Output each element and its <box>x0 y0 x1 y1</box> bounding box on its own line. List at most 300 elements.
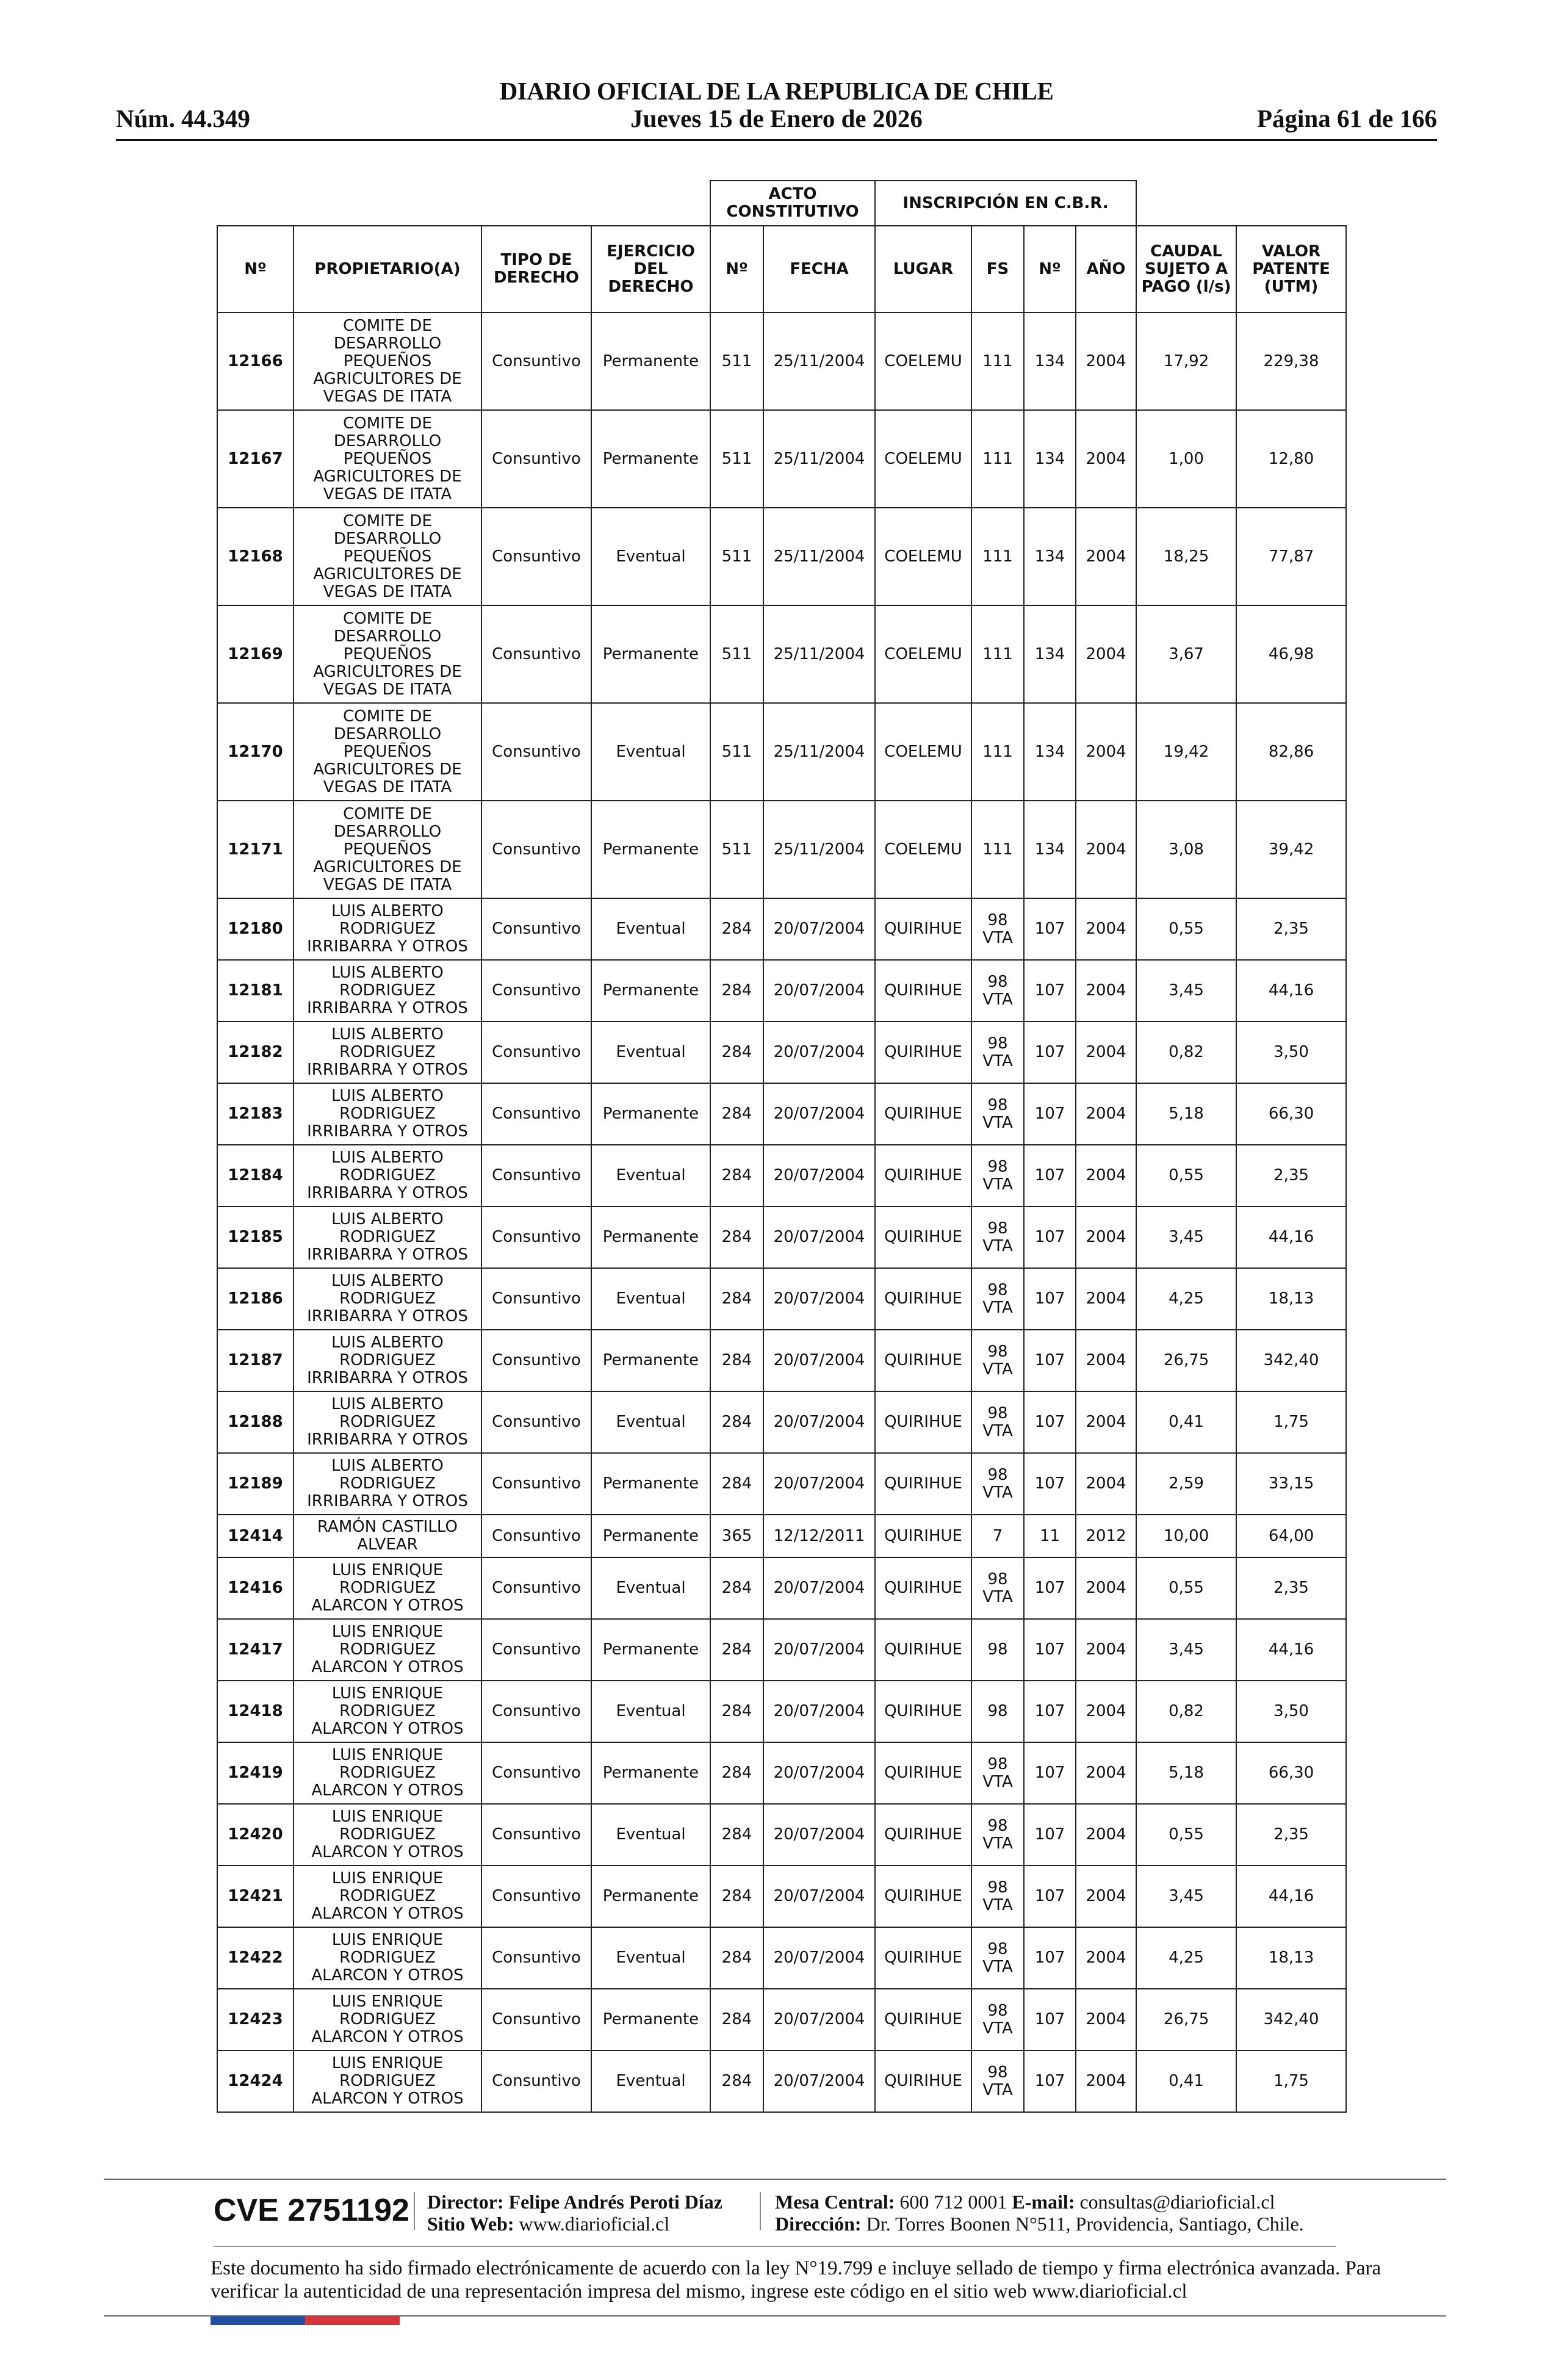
cell-fecha: 20/07/2004 <box>763 1804 875 1866</box>
cell-valor: 2,35 <box>1236 1804 1346 1866</box>
cell-fecha: 25/11/2004 <box>763 410 875 508</box>
cell-ejercicio: Eventual <box>591 1391 710 1453</box>
cell-num: 12423 <box>217 1989 294 2050</box>
cell-ejercicio: Permanente <box>591 1206 710 1268</box>
header-rule <box>116 139 1437 141</box>
cell-caudal: 26,75 <box>1136 1989 1236 2050</box>
cell-tipo: Consuntivo <box>481 960 591 1022</box>
cell-lugar: COELEMU <box>875 801 971 898</box>
cell-ano: 2004 <box>1076 605 1136 703</box>
cell-lugar: COELEMU <box>875 410 971 508</box>
cell-lugar: QUIRIHUE <box>875 1927 971 1989</box>
cell-ano: 2004 <box>1076 1989 1136 2050</box>
cell-fecha: 20/07/2004 <box>763 1268 875 1330</box>
cell-lugar: QUIRIHUE <box>875 1515 971 1557</box>
cell-ano: 2004 <box>1076 410 1136 508</box>
legal-notice: Este documento ha sido firmado electrónicamente de acuerdo con la ley N°19.799 e incluye sellado de tiempo y firma electrónica avanzada. Para verificar la autenticidad de una representación impresa del mismo, ingrese este código en el sitio web www.diarioficial.cl <box>211 2257 1381 2302</box>
cell-insc-num: 107 <box>1024 1927 1076 1989</box>
cell-fecha: 25/11/2004 <box>763 605 875 703</box>
table-row <box>217 1515 1346 1557</box>
cell-caudal: 4,25 <box>1136 1268 1236 1330</box>
cell-num: 12166 <box>217 312 294 410</box>
cell-propietario: LUIS ENRIQUE RODRIGUEZ ALARCON Y OTROS <box>294 1866 481 1927</box>
cell-propietario: LUIS ENRIQUE RODRIGUEZ ALARCON Y OTROS <box>294 1619 481 1681</box>
cell-lugar: QUIRIHUE <box>875 1619 971 1681</box>
cell-valor: 44,16 <box>1236 1619 1346 1681</box>
cell-acto-num: 284 <box>710 1557 763 1619</box>
cve-code: CVE 2751192 <box>214 2193 409 2228</box>
cell-ano: 2004 <box>1076 1453 1136 1515</box>
cell-tipo: Consuntivo <box>481 1681 591 1742</box>
cell-acto-num: 284 <box>710 1391 763 1453</box>
cell-num: 12417 <box>217 1619 294 1681</box>
cell-ano: 2012 <box>1076 1515 1136 1557</box>
cell-fs: 98 VTA <box>971 898 1024 960</box>
web-link[interactable]: www.diarioficial.cl <box>519 2213 670 2235</box>
cell-acto-num: 284 <box>710 1206 763 1268</box>
cell-insc-num: 134 <box>1024 801 1076 898</box>
cell-tipo: Consuntivo <box>481 1742 591 1804</box>
group-header-inscripcion: INSCRIPCIÓN EN C.B.R. <box>875 181 1136 226</box>
cell-caudal: 19,42 <box>1136 703 1236 801</box>
cell-ano: 2004 <box>1076 1866 1136 1927</box>
cell-ejercicio: Eventual <box>591 1681 710 1742</box>
cell-acto-num: 511 <box>710 801 763 898</box>
cell-valor: 18,13 <box>1236 1268 1346 1330</box>
cell-fs: 98 VTA <box>971 960 1024 1022</box>
cell-tipo: Consuntivo <box>481 1453 591 1515</box>
cell-fecha: 20/07/2004 <box>763 1022 875 1083</box>
cell-caudal: 0,41 <box>1136 1391 1236 1453</box>
cell-valor: 1,75 <box>1236 2050 1346 2112</box>
cell-num: 12424 <box>217 2050 294 2112</box>
water-rights-table <box>217 180 1347 2113</box>
cell-fecha: 25/11/2004 <box>763 703 875 801</box>
cell-propietario: COMITE DE DESARROLLO PEQUEÑOS AGRICULTORES DE VEGAS DE ITATA <box>294 801 481 898</box>
cell-fs: 98 VTA <box>971 1206 1024 1268</box>
cell-insc-num: 107 <box>1024 1268 1076 1330</box>
cell-valor: 46,98 <box>1236 605 1346 703</box>
cell-tipo: Consuntivo <box>481 1206 591 1268</box>
cell-fs: 98 VTA <box>971 1330 1024 1391</box>
table-row <box>217 1742 1346 1804</box>
cell-propietario: COMITE DE DESARROLLO PEQUEÑOS AGRICULTORES DE VEGAS DE ITATA <box>294 508 481 605</box>
cell-fs: 98 VTA <box>971 1557 1024 1619</box>
email-link[interactable]: consultas@diarioficial.cl <box>1079 2191 1275 2213</box>
cell-acto-num: 284 <box>710 1866 763 1927</box>
page-header <box>116 73 1437 143</box>
cell-acto-num: 284 <box>710 898 763 960</box>
cell-ejercicio: Permanente <box>591 1330 710 1391</box>
issue-date: Jueves 15 de Enero de 2026 <box>630 104 923 132</box>
table-row <box>217 605 1346 703</box>
cell-insc-num: 107 <box>1024 1206 1076 1268</box>
col-header-tipo: TIPO DE DERECHO <box>481 226 591 312</box>
cell-ano: 2004 <box>1076 801 1136 898</box>
cell-fecha: 20/07/2004 <box>763 1866 875 1927</box>
cell-acto-num: 511 <box>710 312 763 410</box>
cell-propietario: COMITE DE DESARROLLO PEQUEÑOS AGRICULTORES DE VEGAS DE ITATA <box>294 312 481 410</box>
cell-insc-num: 107 <box>1024 898 1076 960</box>
cell-insc-num: 107 <box>1024 1866 1076 1927</box>
cell-valor: 3,50 <box>1236 1681 1346 1742</box>
cell-insc-num: 107 <box>1024 1619 1076 1681</box>
cell-num: 12422 <box>217 1927 294 1989</box>
table-row <box>217 1557 1346 1619</box>
cell-lugar: QUIRIHUE <box>875 1268 971 1330</box>
cell-tipo: Consuntivo <box>481 1989 591 2050</box>
cell-valor: 77,87 <box>1236 508 1346 605</box>
cell-fecha: 20/07/2004 <box>763 2050 875 2112</box>
cell-tipo: Consuntivo <box>481 1927 591 1989</box>
cell-fs: 111 <box>971 312 1024 410</box>
cell-ejercicio: Permanente <box>591 1742 710 1804</box>
cell-insc-num: 107 <box>1024 1742 1076 1804</box>
cell-num: 12188 <box>217 1391 294 1453</box>
cell-lugar: COELEMU <box>875 703 971 801</box>
cell-tipo: Consuntivo <box>481 605 591 703</box>
cell-tipo: Consuntivo <box>481 410 591 508</box>
cell-valor: 66,30 <box>1236 1083 1346 1145</box>
cell-tipo: Consuntivo <box>481 1866 591 1927</box>
cell-fecha: 20/07/2004 <box>763 1557 875 1619</box>
cell-ejercicio: Permanente <box>591 1083 710 1145</box>
cell-acto-num: 511 <box>710 508 763 605</box>
cell-num: 12184 <box>217 1145 294 1206</box>
cell-ano: 2004 <box>1076 1927 1136 1989</box>
page-number: Página 61 de 166 <box>1257 104 1437 132</box>
cell-insc-num: 134 <box>1024 605 1076 703</box>
cell-tipo: Consuntivo <box>481 508 591 605</box>
cell-caudal: 3,45 <box>1136 1866 1236 1927</box>
cell-propietario: RAMÓN CASTILLO ALVEAR <box>294 1515 481 1557</box>
cell-ano: 2004 <box>1076 1619 1136 1681</box>
cell-fecha: 20/07/2004 <box>763 1453 875 1515</box>
cell-propietario: LUIS ENRIQUE RODRIGUEZ ALARCON Y OTROS <box>294 1681 481 1742</box>
cell-lugar: COELEMU <box>875 508 971 605</box>
table-row <box>217 1022 1346 1083</box>
cell-propietario: LUIS ALBERTO RODRIGUEZ IRRIBARRA Y OTROS <box>294 1083 481 1145</box>
table-row <box>217 1989 1346 2050</box>
cell-num: 12420 <box>217 1804 294 1866</box>
cell-propietario: LUIS ALBERTO RODRIGUEZ IRRIBARRA Y OTROS <box>294 1268 481 1330</box>
cell-fs: 98 VTA <box>971 1927 1024 1989</box>
cell-valor: 82,86 <box>1236 703 1346 801</box>
cell-fs: 98 VTA <box>971 1022 1024 1083</box>
cell-acto-num: 284 <box>710 1619 763 1681</box>
cell-fs: 98 VTA <box>971 1083 1024 1145</box>
page-footer <box>104 2179 1446 2337</box>
cell-acto-num: 511 <box>710 605 763 703</box>
cell-insc-num: 107 <box>1024 1453 1076 1515</box>
publication-title: DIARIO OFICIAL DE LA REPUBLICA DE CHILE <box>499 77 1054 105</box>
table-row <box>217 1391 1346 1453</box>
cell-caudal: 3,45 <box>1136 1619 1236 1681</box>
footer-contact-block <box>775 2191 1304 2235</box>
cell-lugar: QUIRIHUE <box>875 1391 971 1453</box>
cell-acto-num: 284 <box>710 1989 763 2050</box>
cell-tipo: Consuntivo <box>481 1557 591 1619</box>
cell-insc-num: 134 <box>1024 703 1076 801</box>
cell-propietario: LUIS ALBERTO RODRIGUEZ IRRIBARRA Y OTROS <box>294 1206 481 1268</box>
cell-ejercicio: Permanente <box>591 1866 710 1927</box>
cell-acto-num: 284 <box>710 1681 763 1742</box>
cell-valor: 44,16 <box>1236 960 1346 1022</box>
flag-stripe-blue <box>211 2317 305 2325</box>
cell-acto-num: 284 <box>710 1022 763 1083</box>
cell-propietario: LUIS ENRIQUE RODRIGUEZ ALARCON Y OTROS <box>294 1989 481 2050</box>
cell-ano: 2004 <box>1076 1206 1136 1268</box>
table-row <box>217 1681 1346 1742</box>
director-name: Felipe Andrés Peroti Díaz <box>508 2191 722 2213</box>
table-row <box>217 1083 1346 1145</box>
footer-mid-rule <box>214 2246 1336 2247</box>
cell-valor: 18,13 <box>1236 1927 1346 1989</box>
cell-acto-num: 284 <box>710 1804 763 1866</box>
cell-lugar: QUIRIHUE <box>875 1145 971 1206</box>
direccion-value: Dr. Torres Boonen N°511, Providencia, Santiago, Chile. <box>866 2213 1304 2235</box>
cell-num: 12187 <box>217 1330 294 1391</box>
cell-fecha: 20/07/2004 <box>763 1742 875 1804</box>
cell-num: 12168 <box>217 508 294 605</box>
cell-caudal: 17,92 <box>1136 312 1236 410</box>
cell-fs: 98 VTA <box>971 1391 1024 1453</box>
footer-director-block <box>427 2191 722 2235</box>
cell-propietario: LUIS ENRIQUE RODRIGUEZ ALARCON Y OTROS <box>294 2050 481 2112</box>
col-header-valor: VALOR PATENTE (UTM) <box>1236 226 1346 312</box>
cell-ejercicio: Permanente <box>591 1989 710 2050</box>
table-row <box>217 508 1346 605</box>
cell-ano: 2004 <box>1076 312 1136 410</box>
cell-ejercicio: Permanente <box>591 801 710 898</box>
cell-insc-num: 107 <box>1024 1330 1076 1391</box>
cell-tipo: Consuntivo <box>481 1022 591 1083</box>
cell-valor: 66,30 <box>1236 1742 1346 1804</box>
cell-ano: 2004 <box>1076 1330 1136 1391</box>
cell-propietario: LUIS ALBERTO RODRIGUEZ IRRIBARRA Y OTROS <box>294 1391 481 1453</box>
cell-propietario: LUIS ENRIQUE RODRIGUEZ ALARCON Y OTROS <box>294 1742 481 1804</box>
cell-caudal: 18,25 <box>1136 508 1236 605</box>
cell-num: 12167 <box>217 410 294 508</box>
cell-ejercicio: Eventual <box>591 2050 710 2112</box>
cell-caudal: 10,00 <box>1136 1515 1236 1557</box>
cell-fecha: 20/07/2004 <box>763 960 875 1022</box>
cell-ejercicio: Permanente <box>591 605 710 703</box>
cell-propietario: LUIS ALBERTO RODRIGUEZ IRRIBARRA Y OTROS <box>294 898 481 960</box>
cell-num: 12186 <box>217 1268 294 1330</box>
water-rights-table-container <box>217 180 1345 2113</box>
cell-tipo: Consuntivo <box>481 1083 591 1145</box>
cell-ano: 2004 <box>1076 1391 1136 1453</box>
cell-acto-num: 511 <box>710 703 763 801</box>
cell-ejercicio: Eventual <box>591 1022 710 1083</box>
cell-caudal: 0,55 <box>1136 1804 1236 1866</box>
cell-insc-num: 134 <box>1024 312 1076 410</box>
cell-propietario: LUIS ENRIQUE RODRIGUEZ ALARCON Y OTROS <box>294 1927 481 1989</box>
col-header-ano: AÑO <box>1076 226 1136 312</box>
cell-num: 12189 <box>217 1453 294 1515</box>
cell-num: 12171 <box>217 801 294 898</box>
cell-num: 12181 <box>217 960 294 1022</box>
col-header-lugar: LUGAR <box>875 226 971 312</box>
cell-caudal: 0,55 <box>1136 1145 1236 1206</box>
cell-lugar: QUIRIHUE <box>875 2050 971 2112</box>
cell-valor: 1,75 <box>1236 1391 1346 1453</box>
cell-fs: 98 <box>971 1619 1024 1681</box>
cell-propietario: LUIS ALBERTO RODRIGUEZ IRRIBARRA Y OTROS <box>294 960 481 1022</box>
cell-caudal: 3,45 <box>1136 960 1236 1022</box>
cell-acto-num: 284 <box>710 1083 763 1145</box>
cell-insc-num: 107 <box>1024 2050 1076 2112</box>
cell-fs: 111 <box>971 410 1024 508</box>
cell-ejercicio: Eventual <box>591 703 710 801</box>
cell-valor: 44,16 <box>1236 1206 1346 1268</box>
cell-caudal: 2,59 <box>1136 1453 1236 1515</box>
cell-lugar: QUIRIHUE <box>875 898 971 960</box>
cell-lugar: COELEMU <box>875 312 971 410</box>
cell-ejercicio: Eventual <box>591 1804 710 1866</box>
cell-fs: 7 <box>971 1515 1024 1557</box>
cell-ano: 2004 <box>1076 1681 1136 1742</box>
cell-tipo: Consuntivo <box>481 2050 591 2112</box>
cell-fs: 98 VTA <box>971 1453 1024 1515</box>
table-row <box>217 312 1346 410</box>
cell-num: 12182 <box>217 1022 294 1083</box>
cell-fs: 98 VTA <box>971 1804 1024 1866</box>
cell-tipo: Consuntivo <box>481 1145 591 1206</box>
cell-fecha: 20/07/2004 <box>763 1206 875 1268</box>
cell-insc-num: 107 <box>1024 960 1076 1022</box>
cell-tipo: Consuntivo <box>481 1330 591 1391</box>
cell-fecha: 20/07/2004 <box>763 1989 875 2050</box>
cell-insc-num: 107 <box>1024 1681 1076 1742</box>
cell-valor: 39,42 <box>1236 801 1346 898</box>
cell-insc-num: 11 <box>1024 1515 1076 1557</box>
group-header-acto: ACTO CONSTITUTIVO <box>710 181 875 226</box>
cell-ano: 2004 <box>1076 1268 1136 1330</box>
cell-tipo: Consuntivo <box>481 312 591 410</box>
col-header-fs: FS <box>971 226 1024 312</box>
cell-fs: 98 VTA <box>971 1145 1024 1206</box>
cell-valor: 33,15 <box>1236 1453 1346 1515</box>
cell-insc-num: 107 <box>1024 1083 1076 1145</box>
cell-fecha: 20/07/2004 <box>763 1391 875 1453</box>
flag-stripe-red <box>305 2317 400 2325</box>
cell-lugar: QUIRIHUE <box>875 1804 971 1866</box>
cell-fs: 98 VTA <box>971 1742 1024 1804</box>
footer-top-rule <box>104 2179 1446 2180</box>
table-row <box>217 703 1346 801</box>
cell-caudal: 0,82 <box>1136 1681 1236 1742</box>
director-label: Director: <box>427 2191 504 2213</box>
direccion-label: Dirección: <box>775 2213 862 2235</box>
table-row <box>217 1145 1346 1206</box>
cell-ejercicio: Permanente <box>591 312 710 410</box>
cell-caudal: 0,82 <box>1136 1022 1236 1083</box>
cell-caudal: 5,18 <box>1136 1742 1236 1804</box>
table-row <box>217 410 1346 508</box>
table-body <box>217 312 1346 2112</box>
cell-lugar: QUIRIHUE <box>875 1681 971 1742</box>
col-header-insc-num: Nº <box>1024 226 1076 312</box>
cell-tipo: Consuntivo <box>481 898 591 960</box>
cell-acto-num: 284 <box>710 1330 763 1391</box>
cell-ano: 2004 <box>1076 1145 1136 1206</box>
cell-propietario: COMITE DE DESARROLLO PEQUEÑOS AGRICULTORES DE VEGAS DE ITATA <box>294 703 481 801</box>
cell-lugar: QUIRIHUE <box>875 1206 971 1268</box>
cell-num: 12170 <box>217 703 294 801</box>
cell-ejercicio: Eventual <box>591 1268 710 1330</box>
cell-ano: 2004 <box>1076 1557 1136 1619</box>
cell-ano: 2004 <box>1076 898 1136 960</box>
cell-fecha: 12/12/2011 <box>763 1515 875 1557</box>
cell-insc-num: 107 <box>1024 1391 1076 1453</box>
cell-ejercicio: Eventual <box>591 1557 710 1619</box>
cell-tipo: Consuntivo <box>481 703 591 801</box>
cell-ejercicio: Permanente <box>591 1453 710 1515</box>
cell-acto-num: 284 <box>710 1742 763 1804</box>
cell-tipo: Consuntivo <box>481 1391 591 1453</box>
cell-fs: 98 VTA <box>971 1866 1024 1927</box>
cell-acto-num: 284 <box>710 1145 763 1206</box>
cell-fecha: 25/11/2004 <box>763 312 875 410</box>
col-header-num: Nº <box>217 226 294 312</box>
cell-ejercicio: Permanente <box>591 410 710 508</box>
cell-insc-num: 134 <box>1024 410 1076 508</box>
table-row <box>217 1453 1346 1515</box>
cell-valor: 342,40 <box>1236 1989 1346 2050</box>
cell-acto-num: 284 <box>710 2050 763 2112</box>
cell-ano: 2004 <box>1076 1742 1136 1804</box>
footer-divider <box>414 2192 415 2230</box>
cell-caudal: 3,45 <box>1136 1206 1236 1268</box>
cell-acto-num: 284 <box>710 1268 763 1330</box>
cell-valor: 2,35 <box>1236 1557 1346 1619</box>
cell-ejercicio: Permanente <box>591 960 710 1022</box>
cell-num: 12169 <box>217 605 294 703</box>
cell-tipo: Consuntivo <box>481 1268 591 1330</box>
cell-num: 12183 <box>217 1083 294 1145</box>
cell-lugar: QUIRIHUE <box>875 960 971 1022</box>
cell-ano: 2004 <box>1076 703 1136 801</box>
cell-insc-num: 134 <box>1024 508 1076 605</box>
cell-acto-num: 511 <box>710 410 763 508</box>
col-header-propietario: PROPIETARIO(A) <box>294 226 481 312</box>
cell-insc-num: 107 <box>1024 1145 1076 1206</box>
cell-acto-num: 284 <box>710 1453 763 1515</box>
cell-ano: 2004 <box>1076 1083 1136 1145</box>
column-header-row <box>217 226 1346 312</box>
cell-propietario: COMITE DE DESARROLLO PEQUEÑOS AGRICULTORES DE VEGAS DE ITATA <box>294 605 481 703</box>
cell-fs: 111 <box>971 508 1024 605</box>
table-row <box>217 1619 1346 1681</box>
cell-caudal: 4,25 <box>1136 1927 1236 1989</box>
cell-fecha: 20/07/2004 <box>763 1330 875 1391</box>
cell-lugar: QUIRIHUE <box>875 1453 971 1515</box>
cell-fs: 111 <box>971 703 1024 801</box>
cell-valor: 229,38 <box>1236 312 1346 410</box>
cell-ano: 2004 <box>1076 2050 1136 2112</box>
cell-num: 12416 <box>217 1557 294 1619</box>
cell-tipo: Consuntivo <box>481 1804 591 1866</box>
cell-propietario: LUIS ENRIQUE RODRIGUEZ ALARCON Y OTROS <box>294 1557 481 1619</box>
cell-acto-num: 284 <box>710 1927 763 1989</box>
table-row <box>217 898 1346 960</box>
cell-insc-num: 107 <box>1024 1989 1076 2050</box>
cell-fecha: 20/07/2004 <box>763 1927 875 1989</box>
cell-ano: 2004 <box>1076 508 1136 605</box>
mesa-label: Mesa Central: <box>775 2191 895 2213</box>
